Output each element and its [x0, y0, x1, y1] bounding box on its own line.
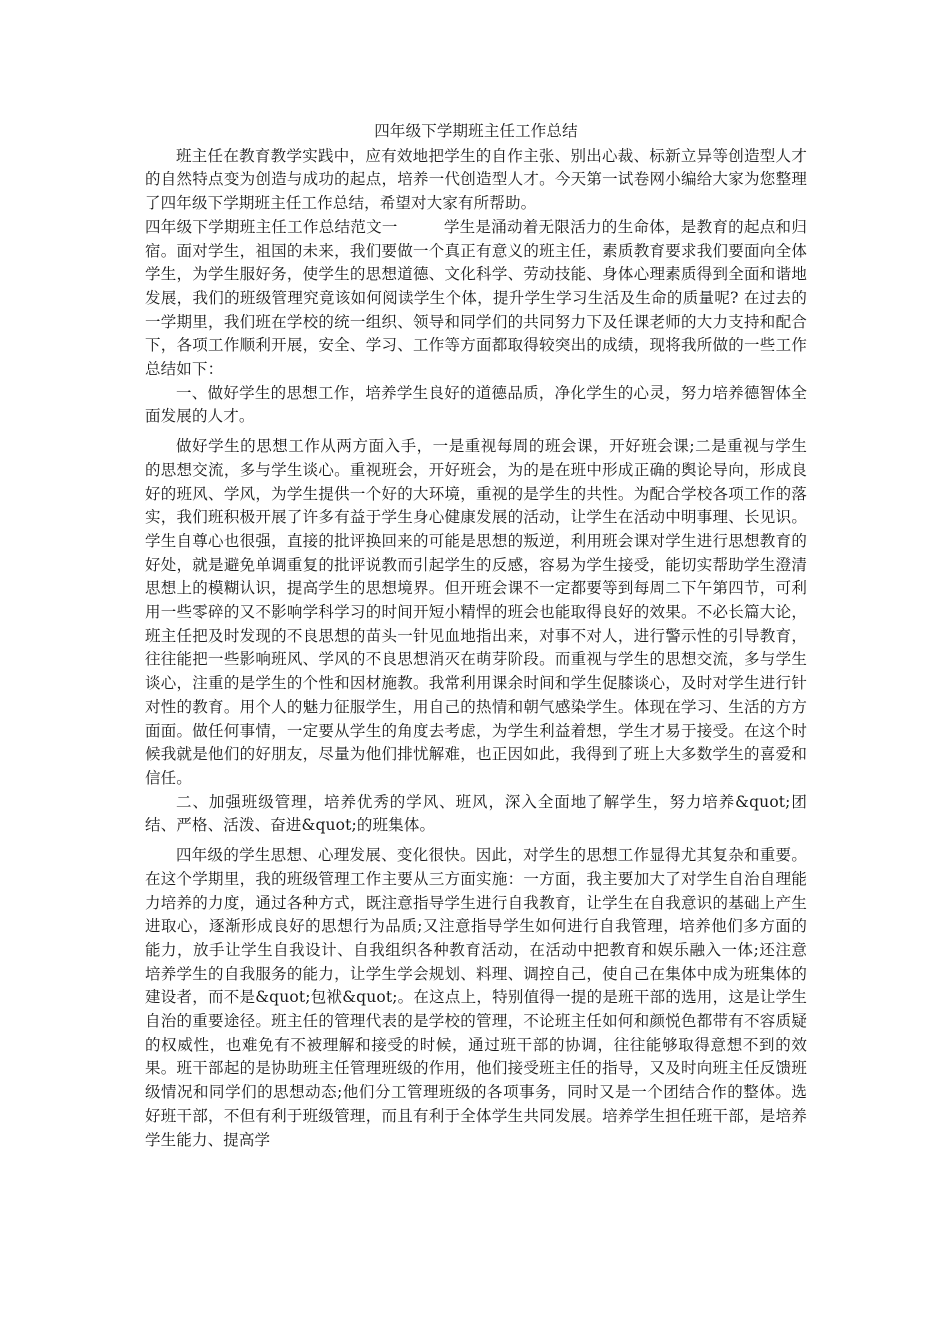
section2-heading: 二、加强班级管理，培养优秀的学风、班风，深入全面地了解学生，努力培养&quot;团结、严格、活泼、奋进&quot;的班集体。	[145, 792, 807, 835]
document-page	[145, 120, 807, 1152]
intro-paragraph: 班主任在教育教学实践中，应有效地把学生的自作主张、别出心裁、标新立异等创造型人才的自然特点变为创造与成功的起点，培养一代创造型人才。今天第一试卷网小编给大家为您整理了四年级下学期班主任工作总结，希望对大家有所帮助。	[145, 146, 807, 213]
section1-body: 做好学生的思想工作从两方面入手，一是重视每周的班会课，开好班会课;二是重视与学生的思想交流，多与学生谈心。重视班会，开好班会，为的是在班中形成正确的舆论导向，形成良好的班风、学风，为学生提供一个好的大环境，重视的是学生的共性。为配合学校各项工作的落实，我们班积极开展了许多有益于学生身心健康发展的活动，让学生在活动中明事理、长见识。学生自尊心也很强，直接的批评换回来的可能是思想的叛逆，利用班会课对学生进行思想教育的好处，就是避免单调重复的批评说教而引起学生的反感，容易为学生接受，能切实帮助学生澄清思想上的模糊认识，提高学生的思想境界。但开班会课不一定都要等到每周二下午第四节，可利用一些零碎的又不影响学科学习的时间开短小精悍的班会也能取得良好的效果。不必长篇大论，班主任把及时发现的不良思想的苗头一针见血地指出来，对事不对人，进行警示性的引导教育，往往能把一些影响班风、学风的不良思想消灭在萌芽阶段。而重视与学生的思想交流，多与学生谈心，注重的是学生的个性和因材施教。我常利用课余时间和学生促膝谈心，及时对学生进行针对性的教育。用个人的魅力征服学生，用自己的热情和朝气感染学生。体现在学习、生活的方方面面。做任何事情，一定要从学生的角度去考虑，为学生利益着想，学生才易于接受。在这个时候我就是他们的好朋友，尽量为他们排忧解难，也正因如此，我得到了班上大多数学生的喜爱和信任。	[145, 437, 807, 787]
sample-paragraph	[145, 216, 807, 382]
section1-heading: 一、做好学生的思想工作，培养学生良好的道德品质，净化学生的心灵，努力培养德智体全面发展的人才。	[145, 383, 807, 426]
sample-opening: 学生是涌动着无限活力的生命体，是教育的起点和归宿。面对学生，祖国的未来，我们要做一个真正有意义的班主任，素质教育要求我们要面向全体学生，为学生服好务，使学生的思想道德、文化科学、劳动技能、身体心理素质得到全面和谐地发展，我们的班级管理究竟该如何阅读学生个体，提升学生学习生活及生命的质量呢? 在过去的一学期里，我们班在学校的统一组织、领导和同学们的共同努力下及任课老师的大力支持和配合下，各项工作顺利开展，安全、学习、工作等方面都取得较突出的成绩，现将我所做的一些工作总结如下：	[145, 217, 807, 379]
sample-heading: 四年级下学期班主任工作总结范文一	[145, 217, 398, 236]
section2-body: 四年级的学生思想、心理发展、变化很快。因此，对学生的思想工作显得尤其复杂和重要。在这个学期里，我的班级管理工作主要从三方面实施：一方面，我主要加大了对学生自治自理能力培养的力度，通过各种方式，既注意指导学生进行自我教育，让学生在自我意识的基础上产生进取心，逐渐形成良好的思想行为品质;又注意指导学生如何进行自我管理，培养他们多方面的能力，放手让学生自我设计、自我组织各种教育活动，在活动中把教育和娱乐融入一体;还注意培养学生的自我服务的能力，让学生学会规划、料理、调控自己，使自己在集体中成为班集体的建设者，而不是&quot;包袱&quot;。在这点上，特别值得一提的是班干部的选用，这是让学生自治的重要途径。班主任的管理代表的是学校的管理，不论班主任如何和颜悦色都带有不容质疑的权威性，也难免有不被理解和接受的时候，通过班干部的协调，往往能够取得意想不到的效果。班干部起的是协助班主任管理班级的作用，他们接受班主任的指导，又及时向班主任反馈班级情况和同学们的思想动态;他们分工管理班级的各项事务，同时又是一个团结合作的整体。选好班干部，不但有利于班级管理，而且有利于全体学生共同发展。培养学生担任班干部，是培养学生能力、提高学	[145, 846, 807, 1149]
document-title: 四年级下学期班主任工作总结	[374, 122, 578, 140]
